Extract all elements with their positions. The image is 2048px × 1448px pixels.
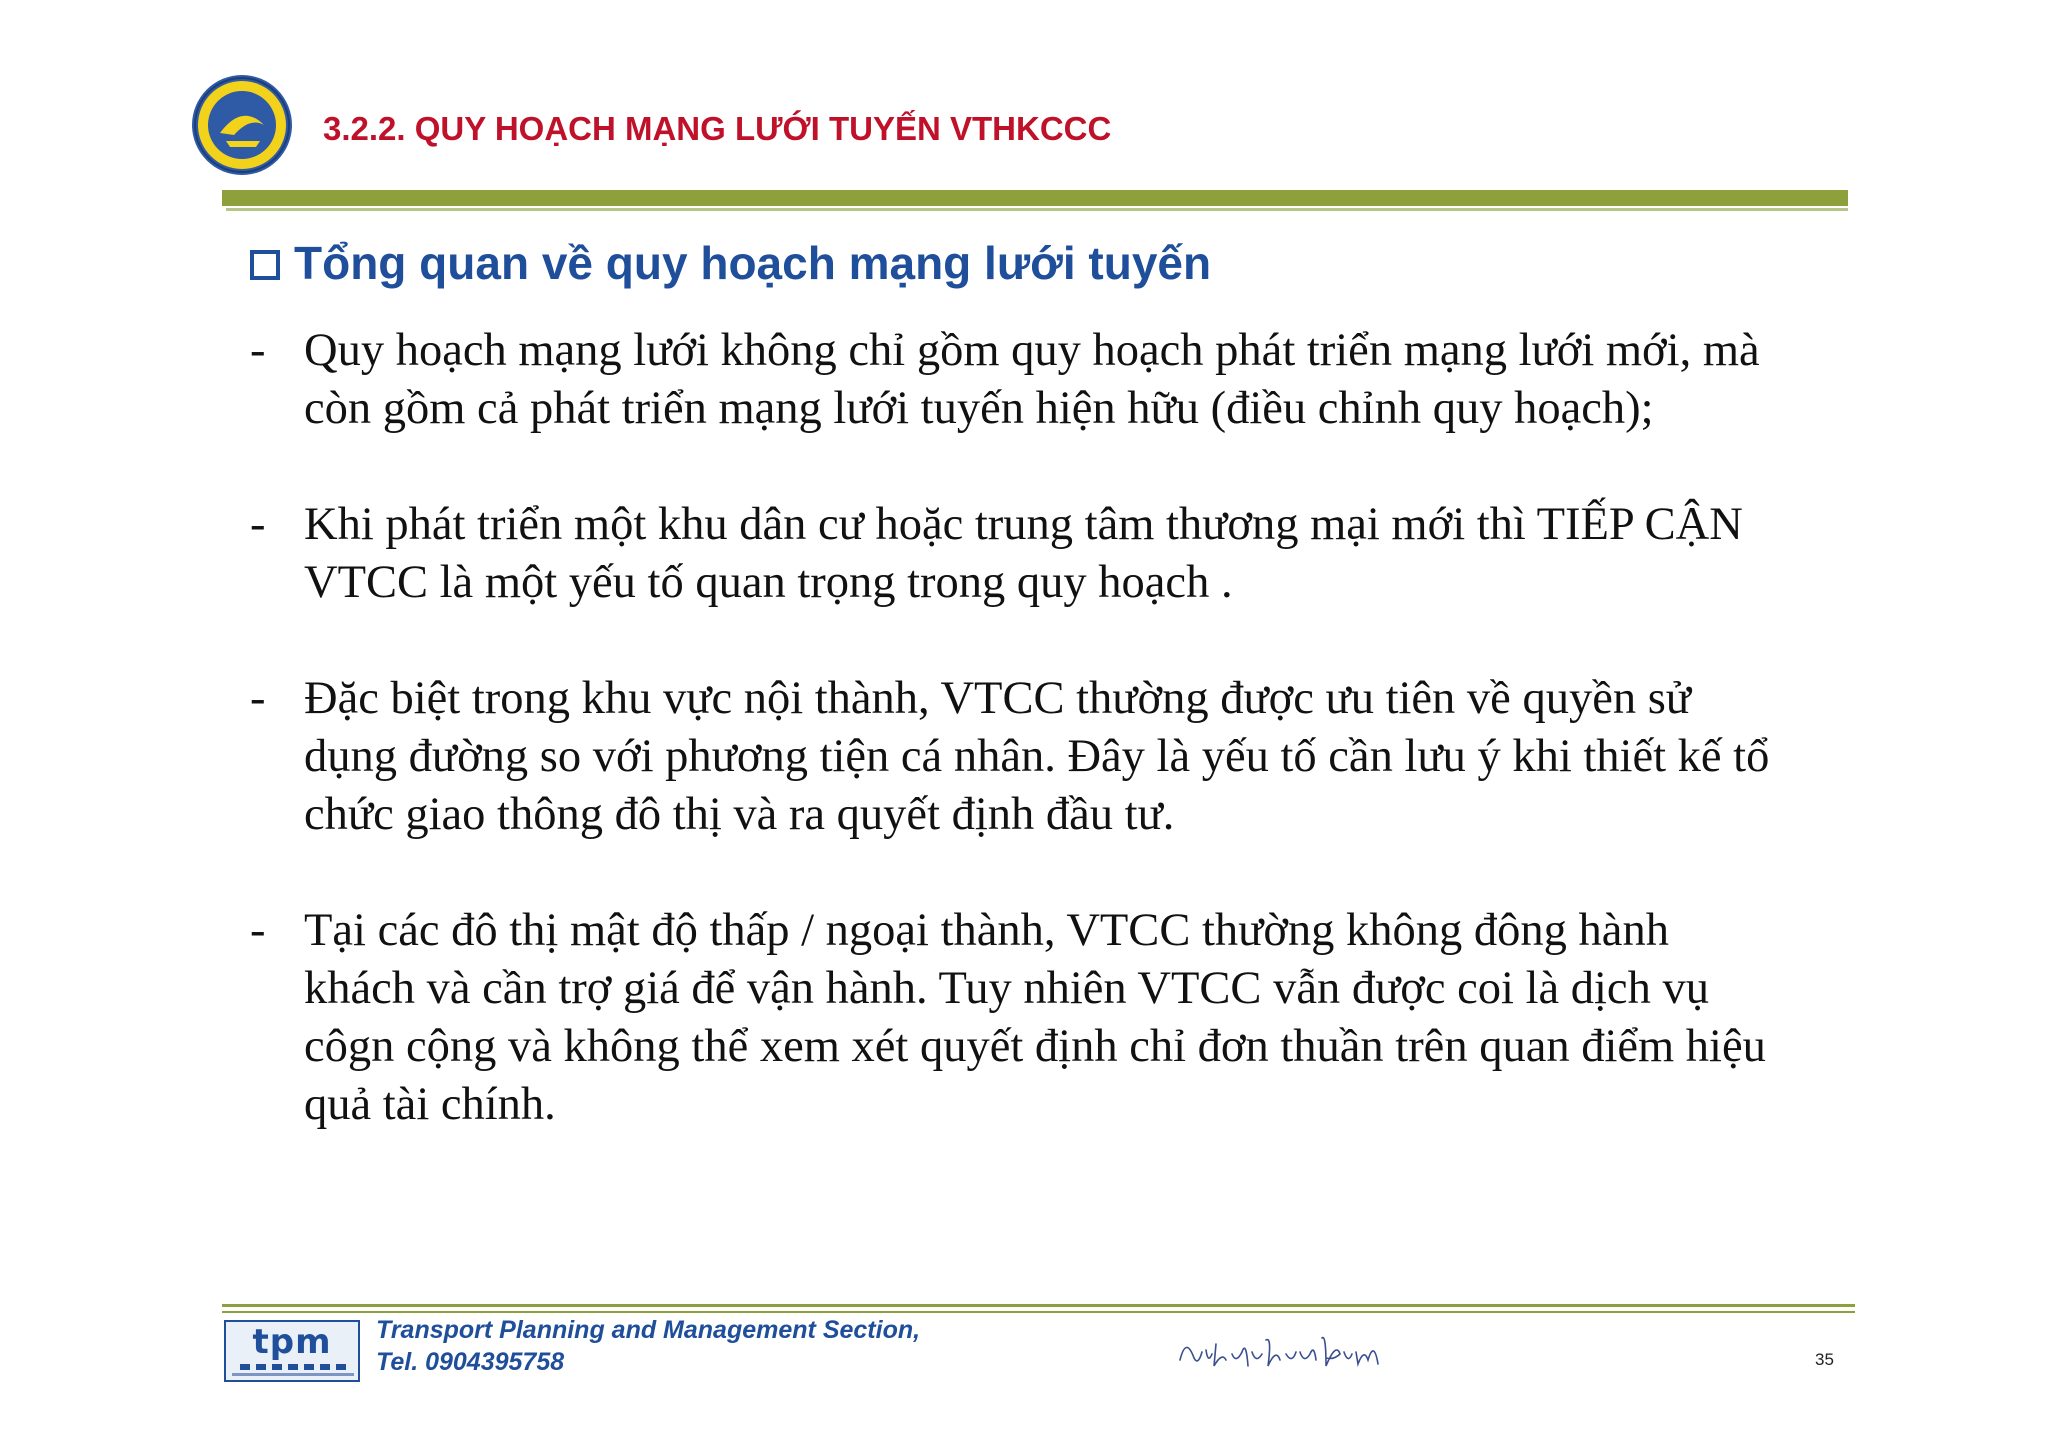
bullet-list xyxy=(250,322,1850,1192)
bullet-dash: - xyxy=(250,499,266,550)
bullet-item xyxy=(250,670,1850,844)
footer-section-name: Transport Planning and Management Section, xyxy=(376,1316,921,1344)
bullet-dash: - xyxy=(250,325,266,376)
tpm-logo-subline xyxy=(232,1373,354,1376)
bullet-dash: - xyxy=(250,673,266,724)
bullet-dash: - xyxy=(250,905,266,956)
footer-contact xyxy=(376,1314,920,1378)
header-divider xyxy=(222,190,1848,206)
footer-divider xyxy=(222,1304,1855,1307)
header-divider-shadow xyxy=(226,208,1848,211)
bullet-line: Tại các đô thị mật độ thấp / ngoại thành, VTCC thường không đông hành xyxy=(304,905,1669,956)
section-heading xyxy=(250,236,1211,290)
bullet-line: chức giao thông đô thị và ra quyết định đầu tư. xyxy=(304,789,1175,840)
bullet-line: Khi phát triển một khu dân cư hoặc trung tâm thương mại mới thì TIẾP CẬN xyxy=(304,499,1743,550)
handwritten-signature xyxy=(1176,1330,1382,1376)
university-logo xyxy=(190,73,294,177)
bullet-line: Quy hoạch mạng lưới không chỉ gồm quy hoạch phát triển mạng lưới mới, mà xyxy=(304,325,1760,376)
footer-divider xyxy=(222,1311,1855,1313)
checkbox-bullet-icon xyxy=(250,250,280,280)
page-number: 35 xyxy=(1815,1350,1834,1369)
tpm-logo-dots xyxy=(240,1364,348,1370)
bullet-line: Đặc biệt trong khu vực nội thành, VTCC thường được ưu tiên về quyền sử xyxy=(304,673,1692,724)
tpm-logo-text: tpm xyxy=(252,1322,332,1362)
footer-phone: Tel. 0904395758 xyxy=(376,1348,565,1376)
bullet-line: còn gồm cả phát triển mạng lưới tuyến hiện hữu (điều chỉnh quy hoạch); xyxy=(304,383,1654,434)
slide-header-title: 3.2.2. QUY HOẠCH MẠNG LƯỚI TUYẾN VTHKCCC xyxy=(323,110,1112,147)
bullet-line: côgn cộng và không thể xem xét quyết định chỉ đơn thuần trên quan điểm hiệu xyxy=(304,1021,1766,1072)
section-heading-text: Tổng quan về quy hoạch mạng lưới tuyến xyxy=(294,237,1212,289)
bullet-item xyxy=(250,322,1850,438)
bullet-line: dụng đường so với phương tiện cá nhân. Đây là yếu tố cần lưu ý khi thiết kế tổ xyxy=(304,731,1770,782)
bullet-line: quả tài chính. xyxy=(304,1079,556,1130)
bullet-line: khách và cần trợ giá để vận hành. Tuy nhiên VTCC vẫn được coi là dịch vụ xyxy=(304,963,1709,1014)
bullet-line: VTCC là một yếu tố quan trọng trong quy hoạch . xyxy=(304,557,1233,608)
tpm-logo xyxy=(224,1320,360,1382)
bullet-item xyxy=(250,902,1850,1134)
bullet-item xyxy=(250,496,1850,612)
